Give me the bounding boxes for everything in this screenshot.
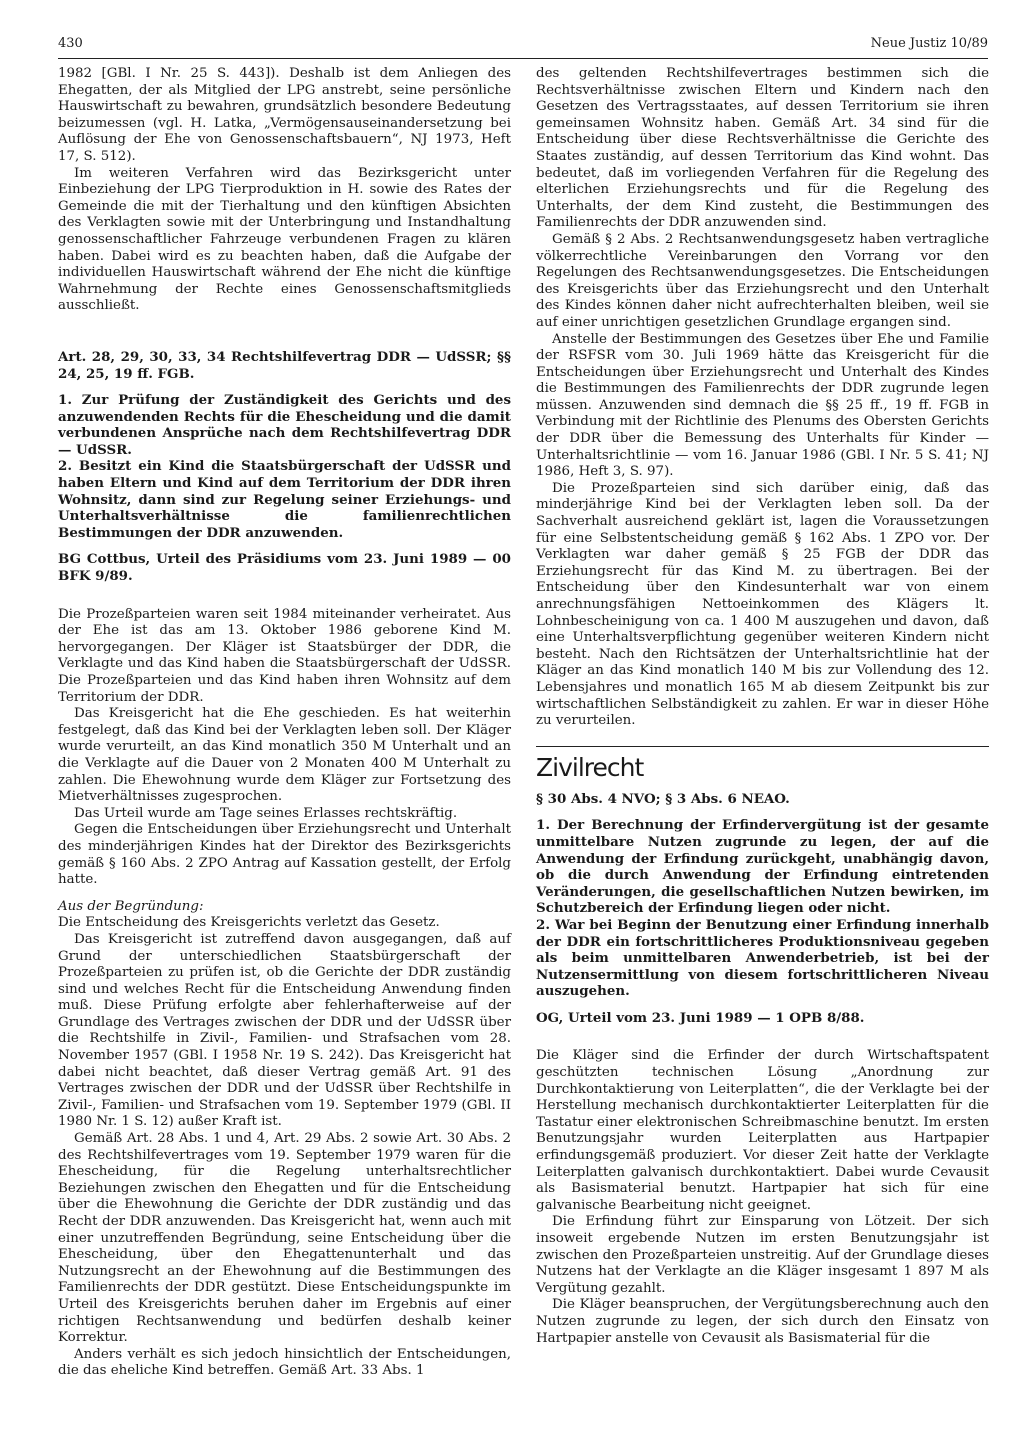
court-citation: OG, Urteil vom 23. Juni 1989 — 1 OPB 8/88.: [536, 1009, 865, 1026]
headnote-1: 1. Der Berechnung der Erfindervergütung ist der gesamte unmittelbare Nutzen zugrunde zu legen, der auf die Anwendung der Erfindung zurückgeht, unabhängig davon, ob die durch Anwendung der Erfindung eintretenden Veränderungen, die gesellschaftlichen Nutzen bewirken, im Schutzbereich der Erfindung liegen oder nicht.: [536, 817, 989, 917]
paragraph: Das Kreisgericht hat die Ehe geschieden. Es hat weiterhin festgelegt, daß das Kind bei der Verklagten leben soll. Der Kläger wurde verurteilt, an das Kind monatlich 350 M Unterhalt und an die Verklagte auf die Dauer von 2 Monaten 400 M Unterhalt zu zahlen. Die Ehewohnung wurde dem Kläger zur Fortsetzung des Mietverhältnisses zugesprochen.: [58, 706, 511, 805]
right-column: [536, 66, 989, 1347]
page-header: [58, 36, 988, 59]
paragraph: Anstelle der Bestimmungen des Gesetzes über Ehe und Familie der RSFSR vom 30. Juli 1969 hätte das Kreisgericht für die Entscheidungen über Erziehungsrecht und Unterhalt des Kindes die Bestimmungen des Familienrechts der DDR zugrunde legen müssen. Anzuwenden sind demnach die §§ 25 ff., 19 ff. FGB in Verbindung mit der Richtlinie des Plenums des Obersten Gerichts der DDR über die Bemessung des Unterhalts für Kinder — Unterhaltsrichtlinie — vom 16. Januar 1986 (GBl. I Nr. 5 S. 41; NJ 1986, Heft 3, S. 97).: [536, 331, 989, 480]
paragraph: Das Kreisgericht ist zutreffend davon ausgegangen, daß auf Grund der unterschiedlichen Staatsbürgerschaft der Prozeßparteien zu prüfen ist, ob die Gerichte der DDR zuständig sind und welches Recht für die Entscheidung Anwendung finden muß. Diese Prüfung erfolgte aber fehlerhafterweise auf der Grundlage des Vertrages zwischen der DDR und der UdSSR über die Rechtshilfe in Zivil-, Familien- und Strafsachen vom 28. November 1957 (GBl. I 1958 Nr. 19 S. 242). Das Kreisgericht hat dabei nicht beachtet, daß dieser Vertrag gemäß Art. 91 des Vertrages zwischen der DDR und der UdSSR über Rechtshilfe in Zivil-, Familien- und Strafsachen vom 19. September 1979 (GBl. II 1980 Nr. 1 S. 12) außer Kraft ist.: [58, 931, 511, 1130]
paragraph: Gemäß § 2 Abs. 2 Rechtsanwendungsgesetz haben vertragliche völkerrechtliche Vereinbarungen den Vorrang vor den Regelungen des Rechtsanwendungsgesetzes. Die Entscheidungen des Kreisgerichts über das Erziehungsrecht und den Unterhalt des Kindes können daher nicht aufrechterhalten bleiben, weil sie auf einer unrichtigen gesetzlichen Grundlage ergangen sind.: [536, 231, 989, 330]
paragraph: Die Prozeßparteien waren seit 1984 miteinander verheiratet. Aus der Ehe ist das am 13. Oktober 1986 geborene Kind M. hervorgegangen. Der Kläger ist Staatsbürger der DDR, die Verklagte und das Kind haben die Staatsbürgerschaft der UdSSR. Die Prozeßparteien und das Kind haben ihren Wohnsitz auf dem Territorium der DDR.: [58, 606, 511, 705]
paragraph: Gegen die Entscheidungen über Erziehungsrecht und Unterhalt des minderjährigen Kindes hat der Direktor des Bezirksgerichts gemäß § 160 Abs. 2 ZPO Antrag auf Kassation gestellt, der Erfolg hatte.: [58, 822, 511, 888]
court-citation: BG Cottbus, Urteil des Präsidiums vom 23. Juni 1989 — 00 BFK 9/89.: [58, 551, 511, 585]
paragraph: Die Kläger sind die Erfinder der durch Wirtschaftspatent geschützten technischen Lösung „Anordnung zur Durchkontaktierung von Leiterplatten“, die der Verklagte bei der Herstellung mechanisch durchkontaktierter Leiterplatten für die Tastatur einer elektronischen Schreibmaschine benutzt. Im ersten Benutzungsjahr wurden Leiterplatten aus Hartpapier erfindungsgemäß produziert. Vor dieser Zeit hatte der Verklagte Leiterplatten galvanisch durchkontaktiert. Dabei wurde Cevausit als Basismaterial benutzt. Hartpapier hat sich für eine galvanische Bearbeitung nicht geeignet.: [536, 1048, 989, 1213]
journal-title: Neue Justiz 10/89: [870, 36, 988, 51]
paragraph: Das Urteil wurde am Tage seines Erlasses rechtskräftig.: [74, 805, 458, 821]
paragraph: Gemäß Art. 28 Abs. 1 und 4, Art. 29 Abs. 2 sowie Art. 30 Abs. 2 des Rechtshilfevertrages vom 19. September 1979 waren für die Ehescheidung, für die Regelung unterhaltsrechtlicher Beziehungen zwischen den Ehegatten und für die Entscheidung über die Ehewohnung die Gerichte der DDR zuständig und das Recht der DDR anzuwenden. Das Kreisgericht hat, wenn auch mit einer unzutreffenden Begründung, seine Entscheidung über die Ehescheidung, über den Ehegattenunterhalt und das Nutzungsrecht an der Ehewohnung auf die Bestimmungen des Familienrechts der DDR gestützt. Diese Entscheidungspunkte im Urteil des Kreisgerichts beruhen daher im Ergebnis auf einer richtigen Rechtsanwendung und bedürfen deshalb keiner Korrektur.: [58, 1131, 511, 1346]
left-column: [58, 66, 511, 1380]
headnote-2: 2. War bei Beginn der Benutzung einer Erfindung innerhalb der DDR ein fortschrittlicheres Produktionsniveau gegeben als beim unmittelbaren Anwenderbetrieb, ist bei der Nutzensermittlung von diesem fortschrittlicheren Niveau auszugehen.: [536, 916, 989, 1000]
headnote-2: 2. Besitzt ein Kind die Staatsbürgerschaft der UdSSR und haben Eltern und Kind auf dem Territorium der DDR ihren Wohnsitz, dann sind zur Regelung seiner Erziehungs- und Unterhaltsverhältnisse die familienrechtlichen Bestimmungen der DDR anzuwenden.: [58, 458, 511, 541]
section-heading: Zivilrecht: [536, 746, 989, 783]
paragraph: des geltenden Rechtshilfevertrages bestimmen sich die Rechtsverhältnisse zwischen Eltern und Kindern nach den Gesetzen des Vertragsstaates, auf dessen Territorium sie ihren gemeinsamen Wohnsitz haben. Gemäß Art. 34 sind für die Entscheidung über diese Rechtsverhältnisse die Gerichte des Staates zuständig, auf dessen Territorium das Kind wohnt. Das bedeutet, daß im vorliegenden Verfahren für die Regelung des elterlichen Erziehungsrechts und für die Regelung des Unterhalts, der dem Kind zusteht, die Bestimmungen des Familienrechts der DDR anzuwenden sind.: [536, 66, 989, 231]
paragraph: Die Erfindung führt zur Einsparung von Lötzeit. Der sich insoweit ergebende Nutzen im ersten Benutzungsjahr ist zwischen den Prozeßparteien unstreitig. Auf der Grundlage dieses Nutzens hat der Verklagte an die Kläger insgesamt 1 897 M als Vergütung gezahlt.: [536, 1214, 989, 1296]
page-number: 430: [58, 36, 83, 51]
paragraph: Die Prozeßparteien sind sich darüber einig, daß das minderjährige Kind bei der Verklagten leben soll. Da der Sachverhalt ausreichend geklärt ist, lagen die Voraussetzungen für eine Selbstentscheidung gemäß § 162 Abs. 1 ZPO vor. Der Verklagten war daher gemäß § 25 FGB der DDR das Erziehungsrecht für das Kind M. zu übertragen. Bei der Entscheidung über den Kindesunterhalt war von einem anrechnungsfähigen Nettoeinkommen des Klägers lt. Lohnbescheinigung von ca. 1 400 M auszugehen und davon, daß eine Unterhaltsverpflichtung gegenüber weiteren Kindern nicht besteht. Nach den Richtsätzen der Unterhaltsrichtlinie hat der Kläger an das Kind monatlich 140 M bis zur Vollendung des 12. Lebensjahres und monatlich 165 M ab diesem Zeitpunkt bis zur wirtschaftlichen Selbständigkeit zu zahlen. Er war in dieser Höhe zu verurteilen.: [536, 480, 989, 729]
case-heading: Art. 28, 29, 30, 33, 34 Rechtshilfevertrag DDR — UdSSR; §§ 24, 25, 19 ff. FGB.: [58, 348, 511, 382]
case-heading: § 30 Abs. 4 NVO; § 3 Abs. 6 NEAO.: [536, 790, 790, 807]
paragraph: 1982 [GBl. I Nr. 25 S. 443]). Deshalb ist dem Anliegen des Ehegatten, der als Mitglied der LPG anstrebt, seine persönliche Hauswirtschaft zu bewahren, grundsätzlich besondere Bedeutung beizumessen (vgl. H. Latka, „Vermögensauseinandersetzung bei Auflösung der Ehe von Genossenschaftsbauern“, NJ 1973, Heft 17, S. 512).: [58, 66, 511, 164]
paragraph: Die Kläger beanspruchen, der Vergütungsberechnung auch den Nutzen zugrunde zu legen, der sich durch den Einsatz von Hartpapier anstelle von Cevausit als Basismaterial für die: [536, 1297, 989, 1346]
paragraph: Im weiteren Verfahren wird das Bezirksgericht unter Einbeziehung der LPG Tierproduktion in H. sowie des Rates der Gemeinde die mit der Tierhaltung und den künftigen Absichten des Verklagten sowie mit der Unterbringung und Instandhaltung genossenschaftlicher Fahrzeuge verbundenen Fragen zu klären haben. Dabei wird es zu beachten haben, daß die Aufgabe der individuellen Hauswirtschaft während der Ehe nicht die künftige Wahrnehmung der Rechte eines Genossenschaftsmitglieds ausschließt.: [58, 165, 511, 314]
paragraph: Die Entscheidung des Kreisgerichts verletzt das Gesetz.: [58, 915, 440, 931]
headnote-1: 1. Zur Prüfung der Zuständigkeit des Gerichts und des anzuwendenden Rechts für die Ehescheidung und die damit verbundenen Ansprüche nach dem Rechtshilfevertrag DDR — UdSSR.: [58, 392, 511, 458]
reasons-heading: Aus der Begründung:: [58, 898, 204, 914]
paragraph: Anders verhält es sich jedoch hinsichtlich der Entscheidungen, die das eheliche Kind betreffen. Gemäß Art. 33 Abs. 1: [58, 1346, 511, 1379]
